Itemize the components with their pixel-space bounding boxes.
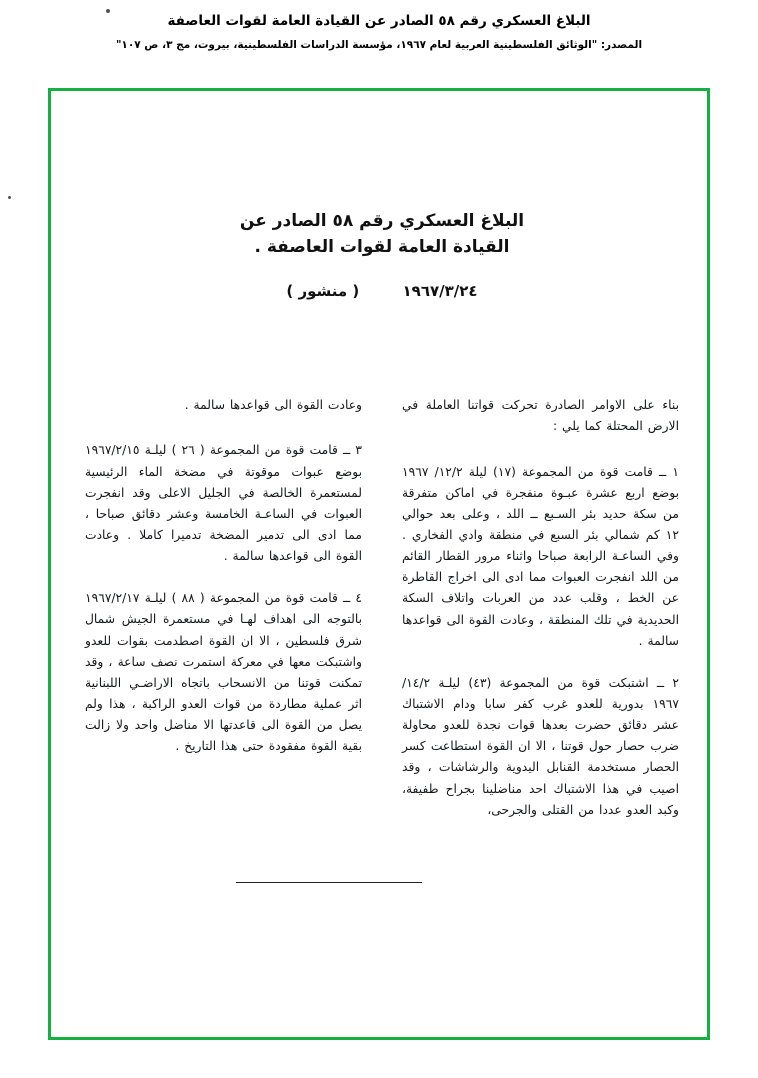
- document-date: ١٩٦٧/٣/٢٤: [402, 282, 478, 300]
- horizontal-rule: [236, 882, 422, 883]
- document-heading-line-2: القيادة العامة لقوات العاصفة .: [254, 237, 510, 258]
- paragraph: ٣ ــ قامت قوة من المجموعة ( ٢٦ ) ليلـة ١٩٦٧/٢/١٥ بوضع عبوات موقوتة في مضخة الماء الرئيسية لمستعمرة الخالصة في الجليل الاعلى وقد انفجرت العبوات في الساعـة الخامسة وعشر دقائق صباحا ، مما ادى الى تدمير المضخة تدميرا كاملا . وعادت القوة الى قواعدها سالمة .: [85, 443, 363, 564]
- text-column-right: [402, 383, 679, 842]
- document-body: [85, 383, 679, 842]
- paragraph: ٢ ــ اشتبكت قوة من المجموعة (٤٣) ليلـة ١٤/٢/ ١٩٦٧ بدورية للعدو غرب كفر سابا ودام الاشتباك عشر دقائق حضرت بعدها قوات نجدة للعدو محاولة ضرب حصار حول قوتنا ، الا ان القوة استطاعت كسر الحصار مستخدمة القنابل اليدوية والرشاشات ، وقد اصيب في هذا الاشتباك احد مناضلينا بجراح طفيفة، وكبد العدو عددا من القتلى والجرحى،: [402, 675, 679, 817]
- document-date-row: [51, 282, 713, 300]
- paragraph: ٤ ــ قامت قوة من المجموعة ( ٨٨ ) ليلـة ١٩٦٧/٢/١٧ بالتوجه الى اهداف لهـا في مستعمرة الجيش شمال شرق فلسطين ، الا ان القوة اصطدمت بقوات للعدو واشتبكت معها في معركة استمرت نصف ساعة ، وقد تمكنت قوتنا من الانسحاب باتجاه الاراضـي اللبنانية اثر عملية مطاردة من قوات العدو الراكبة ، هذا ولم يصل من القوة الى قاعدتها الا مناضل واحد ولا زالت بقية القوة مفقودة حتى هذا التاريخ .: [85, 591, 363, 754]
- scan-speck: [8, 196, 11, 199]
- page-title: البلاغ العسكري رقم ٥٨ الصادر عن القيادة العامة لقوات العاصفة: [167, 13, 591, 29]
- paragraph: ١ ــ قامت قوة من المجموعة (١٧) ليلة ١٢/٢/ ١٩٦٧ بوضع اربع عشرة عبـوة منفجرة في اماكن متفرقة من سكة حديد بئر السـبع ــ اللد ، وعلى بعد حوالي ١٢ كم شمالي بئر السبع في منطقة وادي الفخاري . وفي الساعـة الرابعة صباحا واثناء مرور القطار القائم من اللد انفجرت العبوات مما ادى الى اخراج القاطرة عن الخط ، وقلب عدد من العربات واتلاف السكة الحديدية في تلك المنطقة ، وعادت القوة الى قواعدها سالمة .: [402, 464, 679, 648]
- document-heading-line-1: البلاغ العسكري رقم ٥٨ الصادر عن: [239, 211, 525, 231]
- document-heading: [51, 208, 713, 261]
- scanned-page-content: [51, 91, 707, 1037]
- document-publication-note: ( منشور ): [286, 282, 360, 300]
- page-header: [0, 12, 758, 53]
- paragraph: بناء على الاوامر الصادرة تحركت قواتنا العاملة في الارض المحتلة كما يلي :: [402, 398, 679, 434]
- scanned-page-frame: [48, 88, 710, 1040]
- paragraph: وعادت القوة الى قواعدها سالمة .: [184, 398, 362, 413]
- text-column-left: [85, 383, 362, 842]
- source-citation: المصدر: "الوثائق الفلسطينية العربية لعام ١٩٦٧، مؤسسة الدراسات الفلسطينية، بيروت، مج ٣، ص ١٠٧": [115, 38, 643, 51]
